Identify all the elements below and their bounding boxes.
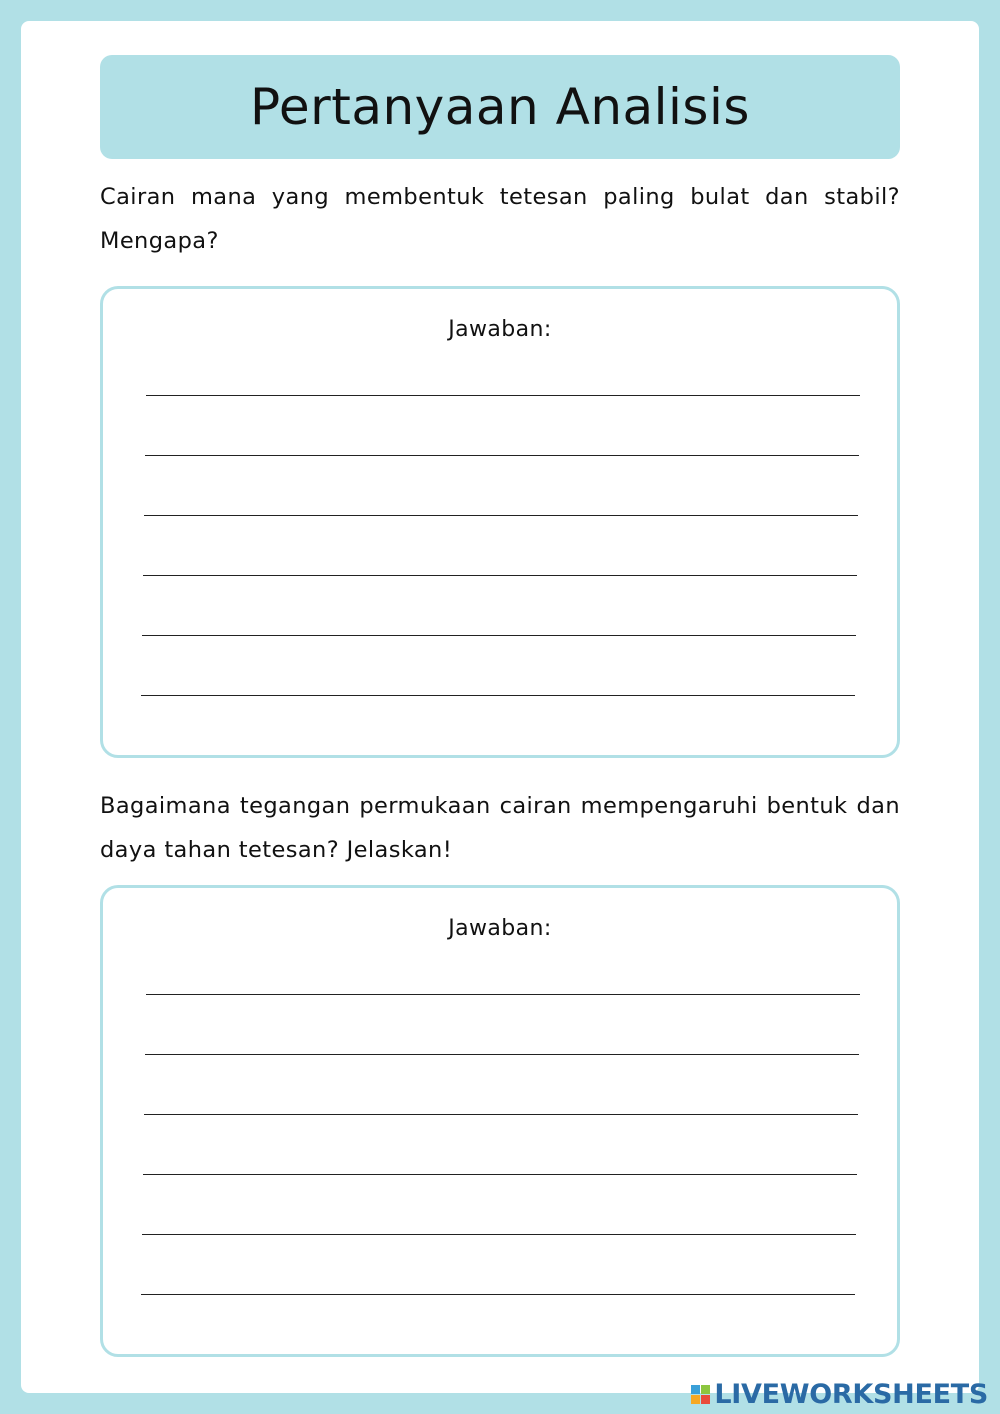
answer-label: Jawaban:: [448, 317, 552, 342]
title-banner: [100, 55, 900, 159]
liveworksheets-watermark: [691, 1379, 988, 1410]
watermark-text: LIVEWORKSHEETS: [714, 1379, 988, 1410]
answer-line[interactable]: [141, 695, 855, 696]
page-title: Pertanyaan Analisis: [250, 78, 750, 136]
answer-line[interactable]: [146, 395, 860, 396]
answer-line[interactable]: [142, 635, 856, 636]
answer-label: Jawaban:: [448, 916, 552, 941]
answer-box-2[interactable]: [100, 885, 900, 1357]
answer-line[interactable]: [143, 575, 857, 576]
answer-line[interactable]: [144, 1114, 858, 1115]
question-1-text: Cairan mana yang membentuk tetesan paling bulat dan stabil? Mengapa?: [100, 184, 900, 254]
answer-line[interactable]: [142, 1234, 856, 1235]
answer-line[interactable]: [144, 515, 858, 516]
answer-line[interactable]: [145, 1054, 859, 1055]
liveworksheets-logo-icon: [691, 1385, 710, 1404]
answer-line[interactable]: [141, 1294, 855, 1295]
answer-line[interactable]: [146, 994, 860, 995]
answer-box-1[interactable]: [100, 286, 900, 758]
question-2-text: Bagaimana tegangan permukaan cairan mempengaruhi bentuk dan daya tahan tetesan? Jelaskan!: [100, 793, 900, 863]
answer-line[interactable]: [145, 455, 859, 456]
answer-line[interactable]: [143, 1174, 857, 1175]
